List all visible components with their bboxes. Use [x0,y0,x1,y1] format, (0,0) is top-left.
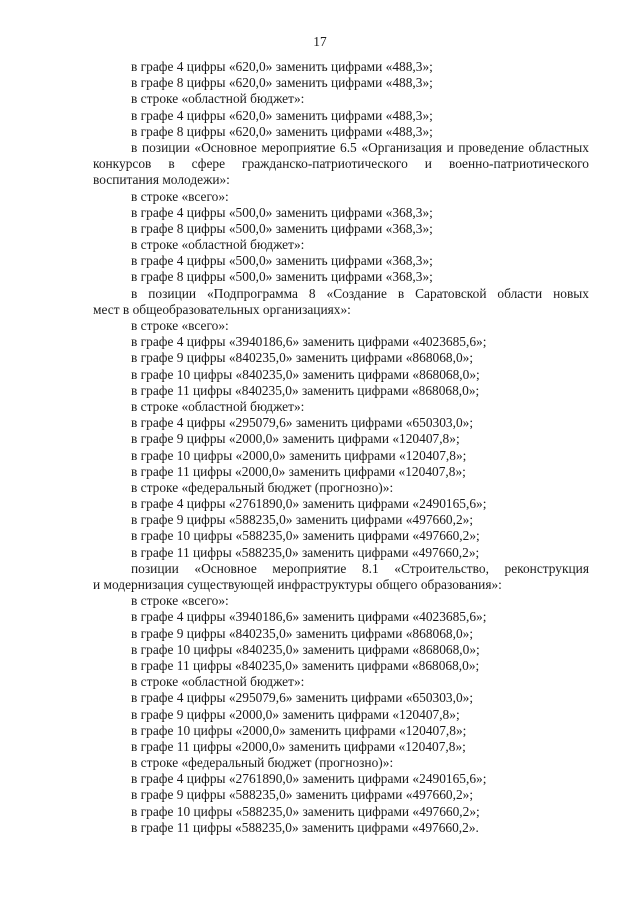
text-line: в графе 9 цифры «588235,0» заменить цифрами «497660,2»; [131,787,474,803]
text-line: в графе 4 цифры «500,0» заменить цифрами «368,3»; [131,204,433,220]
text-line: в строке «федеральный бюджет (прогнозно)»: [131,755,394,771]
text-line: в графе 4 цифры «2761890,0» заменить цифрами «2490165,6»; [131,496,487,512]
text-line: в графе 8 цифры «620,0» заменить цифрами «488,3»; [131,75,433,91]
text-line: в строке «областной бюджет»: [131,674,305,690]
text-line: в строке «всего»: [131,318,229,333]
text-line: в графе 10 цифры «840235,0» заменить цифрами «868068,0»; [131,366,480,382]
text-line: в графе 4 цифры «620,0» заменить цифрами «488,3»; [131,59,433,74]
text-line: в позиции «Подпрограмма 8 «Создание в Саратовской области новых [131,285,589,301]
text-line: и модернизация существующей инфраструктуры общего образования»: [93,577,502,592]
text-line: в строке «областной бюджет»: [131,237,305,253]
text-line: в графе 11 цифры «2000,0» заменить цифрами «120407,8»; [131,738,466,754]
text-line: в строке «областной бюджет»: [131,91,305,107]
text-line: в строке «всего»: [131,188,229,204]
text-line: в графе 9 цифры «840235,0» заменить цифрами «868068,0»; [131,625,474,641]
text-line: в графе 4 цифры «2761890,0» заменить цифрами «2490165,6»; [131,771,487,787]
text-line: в графе 9 цифры «840235,0» заменить цифрами «868068,0»; [131,350,474,366]
text-line: в графе 8 цифры «500,0» заменить цифрами «368,3»; [131,269,433,285]
text-line: в строке «областной бюджет»: [131,398,305,414]
text-line: в графе 10 цифры «588235,0» заменить цифрами «497660,2»; [131,528,480,544]
text-line: позиции «Основное мероприятие 8.1 «Строительство, реконструкция [131,560,589,576]
text-line: в графе 9 цифры «588235,0» заменить цифрами «497660,2»; [131,512,474,528]
text-line: в графе 11 цифры «588235,0» заменить цифрами «497660,2». [131,819,479,835]
text-line: в графе 9 цифры «2000,0» заменить цифрами «120407,8»; [131,431,460,447]
text-line: в графе 4 цифры «620,0» заменить цифрами «488,3»; [131,107,433,123]
text-line: в графе 10 цифры «840235,0» заменить цифрами «868068,0»; [131,641,480,657]
text-line: конкурсов в сфере гражданско-патриотического и военно-патриотического [93,156,589,172]
text-line: в графе 4 цифры «500,0» заменить цифрами «368,3»; [131,253,433,269]
text-line: в графе 4 цифры «3940186,6» заменить цифрами «4023685,6»; [131,609,487,625]
text-line: в графе 10 цифры «2000,0» заменить цифрами «120407,8»; [131,447,467,463]
text-line: в графе 11 цифры «2000,0» заменить цифрами «120407,8»; [131,463,466,479]
text-line: в графе 9 цифры «2000,0» заменить цифрами «120407,8»; [131,706,460,722]
text-line: в графе 8 цифры «620,0» заменить цифрами «488,3»; [131,123,433,139]
text-line: в графе 10 цифры «2000,0» заменить цифрами «120407,8»; [131,722,467,738]
text-line: в графе 11 цифры «840235,0» заменить цифрами «868068,0»; [131,657,480,673]
document-body [93,59,589,836]
text-line: в позиции «Основное мероприятие 6.5 «Организация и проведение областных [131,139,589,155]
text-line: воспитания молодежи»: [93,172,230,188]
text-line: в графе 4 цифры «3940186,6» заменить цифрами «4023685,6»; [131,334,487,350]
text-line: в графе 11 цифры «588235,0» заменить цифрами «497660,2»; [131,544,480,560]
text-line: в графе 11 цифры «840235,0» заменить цифрами «868068,0»; [131,382,480,398]
text-line: в графе 4 цифры «295079,6» заменить цифрами «650303,0»; [131,690,474,706]
text-line: в графе 8 цифры «500,0» заменить цифрами «368,3»; [131,220,433,236]
text-line: в строке «всего»: [131,593,229,609]
text-line: мест в общеобразовательных организациях»: [93,301,351,317]
text-line: в строке «федеральный бюджет (прогнозно)»: [131,479,394,495]
text-line: в графе 10 цифры «588235,0» заменить цифрами «497660,2»; [131,803,480,819]
page-number: 17 [313,34,327,49]
text-line: в графе 4 цифры «295079,6» заменить цифрами «650303,0»; [131,415,474,431]
